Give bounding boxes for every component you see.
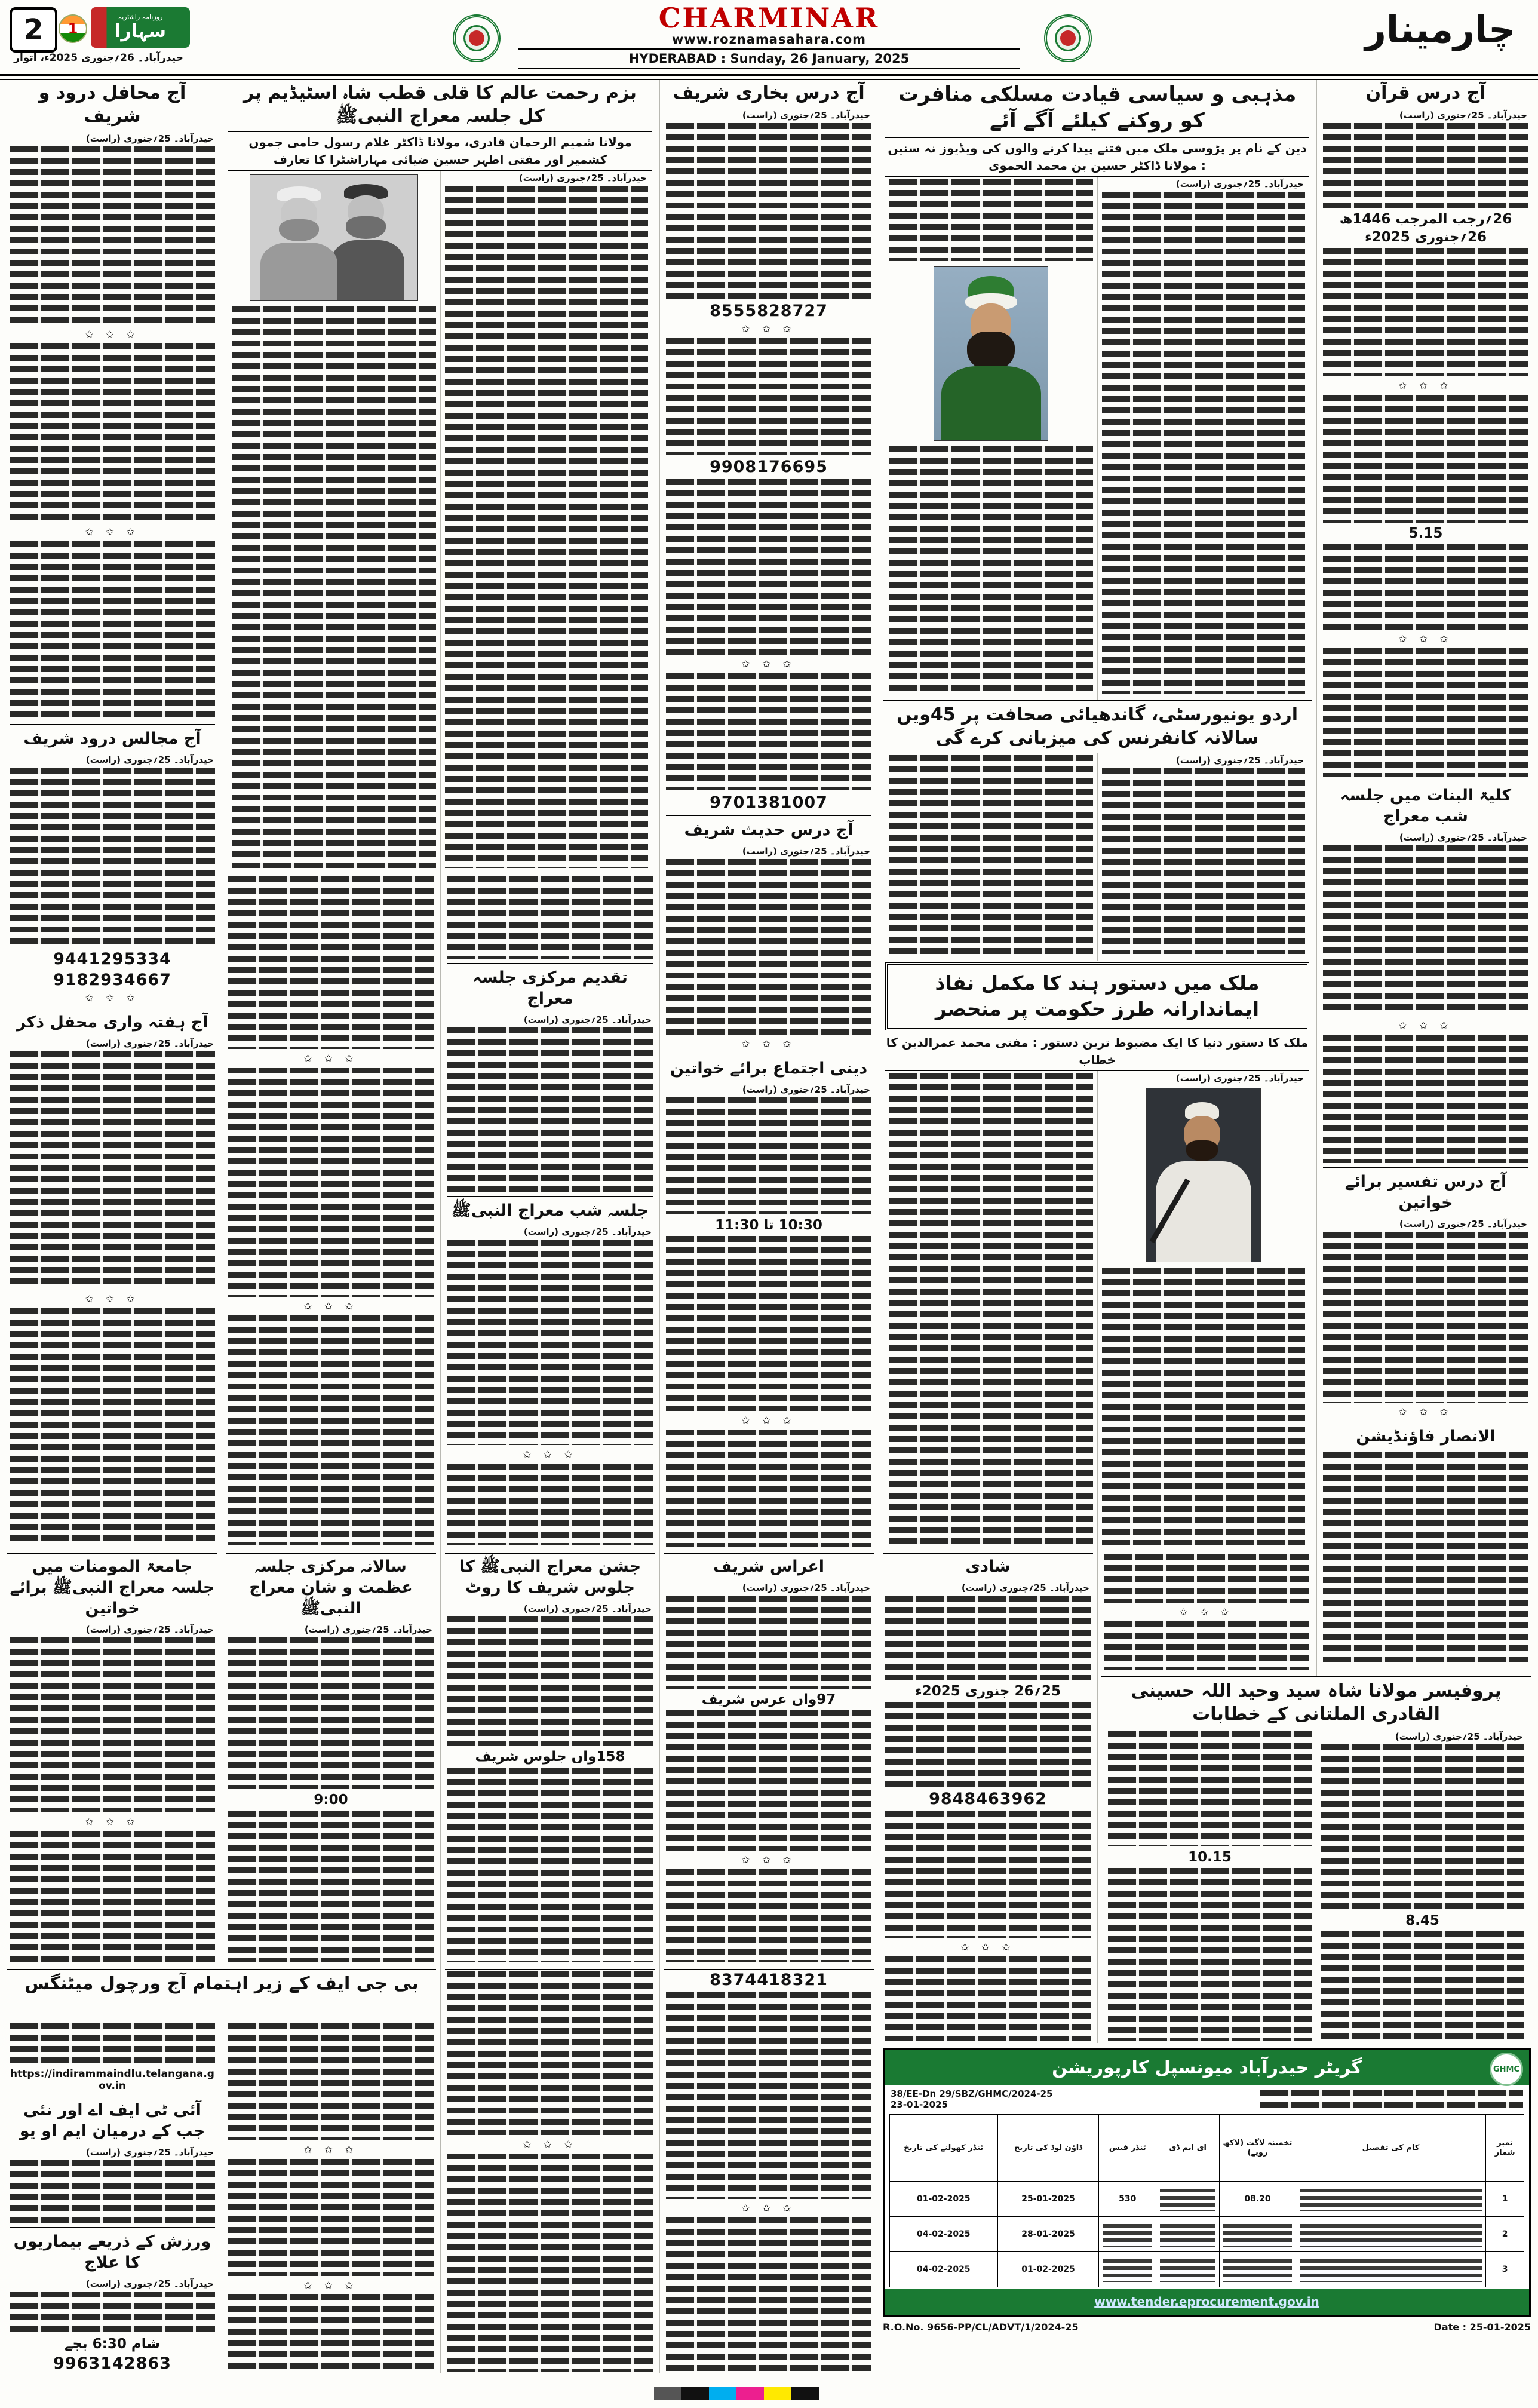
article-body-columns — [885, 753, 1309, 956]
shoulders — [260, 243, 337, 301]
star-divider: ✩ ✩ ✩ — [85, 1816, 140, 1828]
sub-article-headline: آج مجالس درود شریف — [10, 724, 215, 753]
phone-number: 9848463962 — [929, 1789, 1047, 1808]
star-divider: ✩ ✩ ✩ — [303, 1300, 358, 1312]
cell: 08.20 — [1220, 2182, 1296, 2217]
body-text — [10, 146, 215, 325]
star-divider: ✩ ✩ ✩ — [1398, 1406, 1453, 1418]
print-bar — [654, 2387, 681, 2400]
body-text — [666, 1869, 871, 1962]
star-divider: ✩ ✩ ✩ — [1398, 379, 1453, 391]
article-dars-bukhari — [664, 79, 874, 1548]
city-dateline: حیدرآباد۔ 25؍جنوری (راست) — [961, 1582, 1089, 1594]
article-body-columns — [1104, 1729, 1528, 2043]
masthead-center — [518, 4, 1020, 69]
beard — [346, 216, 386, 239]
body-column — [1098, 753, 1310, 956]
body-text — [232, 306, 436, 868]
city-dateline: حیدرآباد۔ 25؍جنوری (راست) — [1175, 1072, 1304, 1084]
body-column — [441, 171, 653, 870]
star-divider: ✩ ✩ ✩ — [523, 2139, 578, 2151]
time-token: 10.15 — [1188, 1849, 1232, 1866]
headline: جشن معراج النبیﷺ کا جلوس شریف کا روٹ — [459, 1557, 641, 1597]
star-divider: ✩ ✩ ✩ — [303, 2279, 358, 2291]
star-divider: ✩ ✩ ✩ — [741, 323, 796, 335]
body-text — [1323, 248, 1528, 376]
print-bar — [791, 2387, 819, 2400]
date-token: 26؍رجب المرجب 1446ھ — [1339, 211, 1512, 228]
ro-line — [883, 2321, 1531, 2333]
body-text — [666, 673, 871, 790]
sub-article-headline: آج درس حدیث شریف — [666, 815, 871, 844]
headline: جامعۃ المومنات میں جلسہ معراج النبیﷺ برائے خواتین — [10, 1557, 215, 1618]
ghmc-info-row — [885, 2085, 1529, 2113]
cell — [1156, 2252, 1220, 2287]
body-text — [1102, 768, 1306, 954]
table-row — [890, 2252, 1524, 2287]
time-token: 8.45 — [1405, 1912, 1439, 1928]
time-token: 10:30 تا 11:30 — [715, 1217, 822, 1233]
phone-number: 8374418321 — [710, 1971, 828, 1989]
sub-article-headline: کلیۃ البنات میں جلسہ شب معراج — [1323, 781, 1528, 830]
col-header: ای ایم ڈی — [1156, 2115, 1220, 2182]
star-divider: ✩ ✩ ✩ — [85, 329, 140, 341]
city-dateline: حیدرآباد۔ 25؍جنوری (راست) — [85, 133, 214, 144]
star-divider: ✩ ✩ ✩ — [1398, 633, 1453, 645]
body-text — [447, 2154, 653, 2372]
table-row — [890, 2217, 1524, 2252]
star-divider: ✩ ✩ ✩ — [85, 992, 140, 1004]
body-column — [1104, 1729, 1316, 2043]
boxed-headline: ملک میں دستور ہند کا مکمل نفاذ ایماندارانہ طرز حکومت پر منحصر — [885, 962, 1309, 1030]
article-lead-sectarian — [883, 79, 1312, 695]
star-divider: ✩ ✩ ✩ — [741, 658, 796, 670]
body-text — [228, 1637, 434, 1789]
body-text — [1321, 1744, 1524, 1910]
body-text — [228, 1315, 434, 1545]
count-token: 158واں جلوس شریف — [475, 1749, 625, 1765]
subheadline: دین کے نام پر پڑوسی ملک میں فتنے پیدا کرنے والوں کی ویڈیوز نہ سنیں : مولانا ڈاکٹر حسین بن محمد الحموی — [885, 137, 1309, 177]
city-dateline: حیدرآباد۔ 25؍جنوری (راست) — [1395, 1731, 1523, 1742]
body-text — [228, 2023, 434, 2140]
col-header: ٹنڈر فیس — [1099, 2115, 1156, 2182]
print-bar — [736, 2387, 764, 2400]
phone-number: 9182934667 — [53, 970, 171, 989]
body-text — [666, 1710, 871, 1850]
ghmc-logo-icon: GHMC — [1490, 2053, 1523, 2086]
cell — [1220, 2252, 1296, 2287]
city-dateline: حیدرآباد۔ 25؍جنوری (راست) — [518, 173, 647, 183]
sub-article-headline: تقدیم مرکزی جلسہ معراج — [447, 963, 653, 1013]
star-divider: ✩ ✩ ✩ — [741, 1415, 796, 1427]
body-text — [889, 755, 1093, 954]
cell: 28-01-2025 — [997, 2217, 1099, 2252]
article-constitution — [883, 961, 1312, 1547]
body-text — [1323, 1232, 1528, 1403]
body-text — [666, 859, 871, 1035]
body-text — [1323, 648, 1528, 777]
body-column — [885, 1071, 1098, 1547]
cell — [1296, 2217, 1486, 2252]
body-column — [1316, 1729, 1528, 2043]
paper-title: CHARMINAR — [658, 2, 880, 34]
body-text — [445, 186, 649, 868]
article-salana-jalsa — [226, 1553, 436, 1964]
city-dateline: حیدرآباد۔ 25؍جنوری (راست) — [85, 1038, 214, 1049]
article-continuation — [226, 2022, 436, 2374]
body-text — [228, 876, 434, 1049]
city-dateline: حیدرآباد۔ 25؍جنوری (راست) — [85, 2278, 214, 2290]
body-text — [1108, 1731, 1312, 1846]
city-dateline: حیدرآباد۔ 25؍جنوری (راست) — [1399, 832, 1527, 843]
body-text — [228, 2159, 434, 2276]
body-text — [10, 768, 215, 946]
body-text — [1323, 544, 1528, 630]
article-mahafil-durood — [7, 79, 217, 1548]
body-text — [447, 1464, 653, 1546]
body-column — [1098, 177, 1310, 695]
time-token: 9:00 — [314, 1792, 348, 1808]
sub-article-headline: آج درس تفسیر برائے خواتین — [1323, 1167, 1528, 1217]
col-header: کام کی تفصیل — [1296, 2115, 1486, 2182]
print-bar — [681, 2387, 709, 2400]
article-jamia-momina — [7, 1553, 217, 1964]
robe — [941, 366, 1041, 441]
body-text — [10, 343, 215, 522]
article-shadi — [883, 1553, 1093, 2043]
sub-article-headline: آئی ٹی ایف اے اور نئی جب کے درمیان ایم او یو — [10, 2096, 215, 2145]
cell: 530 — [1099, 2182, 1156, 2217]
body-text — [1102, 192, 1306, 694]
col-header: ڈاؤن لوڈ کی تاریخ — [997, 2115, 1099, 2182]
phone-number: 9963142863 — [53, 2354, 171, 2373]
headline: آج محافل درود و شریف — [38, 82, 186, 127]
photo-cleric-portrait — [934, 266, 1048, 441]
body-text — [447, 876, 653, 959]
city-dateline: حیدرآباد۔ 25؍جنوری (راست) — [85, 754, 214, 766]
body-text — [10, 541, 215, 720]
article-gbf-meetings-headline — [7, 1969, 436, 2020]
body-text — [1323, 1452, 1528, 1666]
article-body-columns — [885, 177, 1309, 695]
body-text — [10, 1831, 215, 1962]
headline: مذہبی و سیاسی قیادت مسلکی منافرت کو روکنے کیلئے آگے آئے — [898, 82, 1297, 133]
phone-number: 9908176695 — [710, 458, 828, 477]
table-row — [890, 2182, 1524, 2217]
photo-two-clerics — [250, 174, 418, 301]
body-text — [666, 123, 871, 299]
city-dateline: حیدرآباد۔ 25؍جنوری (راست) — [85, 1624, 214, 1636]
print-bars — [654, 2387, 819, 2400]
body-text — [447, 1616, 653, 1746]
body-text — [1108, 1868, 1312, 2041]
sahara-logo-panel — [91, 7, 190, 48]
article-jashn-route — [445, 1553, 655, 1964]
time-token: 5.15 — [1408, 526, 1443, 542]
star-divider: ✩ ✩ ✩ — [85, 526, 140, 538]
sub-article-headline: آج ہفتہ واری محفل ذکر — [10, 1008, 215, 1036]
star-divider: ✩ ✩ ✩ — [523, 1448, 578, 1460]
city-dateline: حیدرآباد۔ 25؍جنوری (راست) — [1399, 1219, 1527, 1230]
body-text — [10, 1637, 215, 1812]
article-urdu-university — [883, 700, 1312, 956]
body-text — [885, 1811, 1091, 1938]
star-divider: ✩ ✩ ✩ — [960, 1941, 1015, 1953]
beard — [967, 332, 1015, 372]
city-dateline: حیدرآباد۔ 25؍جنوری (راست) — [1175, 755, 1304, 766]
body-text — [885, 1956, 1091, 2041]
article-body-columns — [228, 171, 652, 870]
sub-article-headline: ورزش کے ذریعے بیماریوں کا علاج — [10, 2227, 215, 2277]
body-text — [666, 1097, 871, 1214]
body-text — [1104, 1621, 1309, 1670]
print-bar — [709, 2387, 736, 2400]
star-divider: ✩ ✩ ✩ — [303, 1052, 358, 1064]
body-text — [10, 1051, 215, 1290]
cell: 04-02-2025 — [890, 2217, 998, 2252]
body-text — [666, 338, 871, 455]
body-text — [10, 2160, 215, 2223]
body-text — [228, 2294, 434, 2373]
ornament-icon — [453, 14, 501, 62]
city-dateline: حیدرآباد۔ 25؍جنوری (راست) — [85, 2147, 214, 2158]
tender-table — [889, 2114, 1524, 2287]
headline: اردو یونیورسٹی، گاندھیائی صحافت پر 45ویں سالانہ کانفرنس کی میزبانی کرے گی — [896, 704, 1298, 749]
time-token: شام 6:30 بجے — [64, 2336, 161, 2352]
star-divider: ✩ ✩ ✩ — [85, 1293, 140, 1305]
article-continuation — [445, 1969, 655, 2374]
cell: 25-01-2025 — [997, 2182, 1099, 2217]
subheadline: ملک کا دستور دنیا کا ایک مضبوط ترین دستور : مفتی محمد عمرالدین کا خطاب — [885, 1032, 1309, 1071]
star-divider: ✩ ✩ ✩ — [303, 2143, 358, 2155]
ghmc-ref-no: 38/EE-Dn 29/SBZ/GHMC/2024-25 — [891, 2088, 1053, 2099]
cell: 04-02-2025 — [890, 2252, 998, 2287]
body-text — [1104, 1554, 1309, 1603]
body-column — [885, 753, 1098, 956]
ghmc-ref — [891, 2088, 1053, 2110]
count-token: 97واں عرس شریف — [701, 1692, 836, 1708]
body-text — [10, 2023, 215, 2065]
city-dateline: حیدرآباد۔ 25؍جنوری (راست) — [742, 846, 870, 857]
headline: بزم رحمت عالم کا قلی قطب شاہ اسٹیڈیم پر کل جلسہ معراج النبیﷺ — [244, 82, 637, 127]
cell: 2 — [1486, 2217, 1524, 2252]
body-text — [1323, 123, 1528, 208]
star-divider: ✩ ✩ ✩ — [741, 1854, 796, 1866]
body-text — [666, 1992, 871, 2199]
body-text — [666, 1236, 871, 1412]
paper-website[interactable]: www.roznamasahara.com — [671, 32, 867, 47]
cell — [1156, 2182, 1220, 2217]
cell — [1156, 2217, 1220, 2252]
shoulders — [331, 240, 404, 301]
headline: پروفیسر مولانا شاہ سید وحید اللہ حسینی القادری الملتانی کے خطابات — [1131, 1680, 1502, 1725]
headline: اعراس شریف — [713, 1557, 825, 1576]
edition-line: حیدرآباد۔ 26؍جنوری 2025ء، اتوار — [14, 52, 183, 64]
masthead-calligraphy: چارمینار — [1365, 7, 1515, 51]
sub-article-headline: الانصار فاؤنڈیشن — [1323, 1422, 1528, 1450]
article-continuation — [1101, 1552, 1312, 1671]
body-text — [666, 1430, 871, 1547]
ornament-icon — [1044, 14, 1092, 62]
printed-url[interactable]: https://indirammaindlu.telangana.gov.in — [10, 2067, 214, 2092]
body-text — [1323, 845, 1528, 1016]
body-text — [666, 479, 871, 655]
headline: آج درس قرآن — [1365, 82, 1486, 103]
city-dateline: حیدرآباد۔ 25؍جنوری (راست) — [1175, 179, 1304, 190]
body-text — [666, 2217, 871, 2372]
article-professor-khutbat — [1101, 1676, 1531, 2043]
body-text — [1323, 395, 1528, 523]
city-dateline: حیدرآباد۔ 25؍جنوری (راست) — [523, 1226, 652, 1237]
ghmc-title: گریٹر حیدرآباد میونسپل کارپوریشن — [1052, 2057, 1362, 2078]
star-divider: ✩ ✩ ✩ — [741, 2202, 796, 2214]
ro-number: R.O.No. 9656-PP/CL/ADVT/1/2024-25 — [883, 2321, 1079, 2333]
body-text — [885, 1702, 1091, 1787]
headline: شادی — [965, 1557, 1011, 1576]
body-text — [10, 1308, 215, 1547]
article-aaras-sharif — [664, 1553, 874, 1964]
sub-article-headline: دینی اجتماع برائے خواتین — [666, 1054, 871, 1082]
body-text — [447, 1240, 653, 1445]
city-dateline: حیدرآباد۔ 25؍جنوری (راست) — [304, 1624, 432, 1636]
phone-number: 9701381007 — [710, 793, 828, 812]
body-text — [447, 1971, 653, 2135]
cell: 3 — [1486, 2252, 1524, 2287]
logo-small-text: روزنامہ راشٹریہ — [118, 13, 163, 22]
body-text — [228, 1068, 434, 1297]
body-column — [885, 177, 1098, 695]
body-text — [1321, 1931, 1524, 2041]
city-dateline: حیدرآباد۔ 25؍جنوری (راست) — [742, 110, 870, 121]
cell — [1099, 2252, 1156, 2287]
cell: 01-02-2025 — [997, 2252, 1099, 2287]
date-token: 26؍جنوری 2025ء — [1365, 229, 1487, 246]
city-dateline: حیدرآباد۔ 25؍جنوری (راست) — [742, 1582, 870, 1594]
col-header: ٹنڈر کھولنے کی تاریخ — [890, 2115, 998, 2182]
ro-date: Date : 25-01-2025 — [1433, 2321, 1531, 2333]
article-continuation-col4 — [664, 1969, 874, 2374]
ghmc-footer-band — [885, 2289, 1529, 2315]
sub-article-headline: جلسہ شب معراج النبیﷺ — [447, 1196, 653, 1225]
subheadline: مولانا شمیم الرحمان قادری، مولانا ڈاکٹر غلام رسول حامی جموں کشمیر اور مفتی اطہر حسین ضیائی مہاراشٹرا کا تعارف — [228, 131, 652, 171]
star-divider: ✩ ✩ ✩ — [741, 1038, 796, 1050]
star-divider: ✩ ✩ ✩ — [1398, 1020, 1453, 1032]
cell: 1 — [1486, 2182, 1524, 2217]
cell — [1296, 2182, 1486, 2217]
article-bazm-rahmat — [226, 79, 655, 870]
headline: بی جی ایف کے زیر اہتمام آج ورچول میٹنگس — [24, 1973, 419, 1994]
headline: سالانہ مرکزی جلسہ عظمت و شان معراج النبیﷺ — [249, 1557, 413, 1618]
headline: آج درس بخاری شریف — [673, 82, 865, 103]
body-text — [889, 179, 1093, 261]
page-number: 2 — [10, 7, 57, 53]
beard — [1186, 1140, 1218, 1161]
body-text — [447, 1027, 653, 1192]
print-bar — [764, 2387, 791, 2400]
body-text — [885, 1596, 1091, 1680]
body-text — [228, 1811, 434, 1962]
city-dateline: حیدرآباد۔ 25؍جنوری (راست) — [1399, 110, 1527, 121]
phone-number: 9441295334 — [53, 949, 171, 968]
tender-url[interactable]: www.tender.eprocurement.gov.in — [1094, 2294, 1319, 2309]
photo-speaker — [1146, 1088, 1261, 1262]
tricolor-badge-icon: 1 — [59, 14, 87, 43]
paper-dateline: HYDERABAD : Sunday, 26 January, 2025 — [518, 48, 1020, 69]
cell: 01-02-2025 — [890, 2182, 998, 2217]
date-token: 25؍26 جنوری 2025ء — [914, 1683, 1061, 1699]
cell — [1296, 2252, 1486, 2287]
city-dateline: حیدرآباد۔ 25؍جنوری (راست) — [523, 1014, 652, 1025]
body-text — [10, 2292, 215, 2333]
ghmc-tender-ad — [883, 2048, 1531, 2317]
body-text — [1323, 1035, 1528, 1163]
body-text — [1102, 1268, 1306, 1545]
article-gbf-body — [7, 2022, 217, 2374]
star-divider: ✩ ✩ ✩ — [1179, 1606, 1234, 1618]
article-continuation — [226, 875, 436, 1547]
cell — [1220, 2217, 1296, 2252]
city-dateline: حیدرآباد۔ 25؍جنوری (راست) — [523, 1603, 652, 1615]
ghmc-date: 23-01-2025 — [891, 2099, 948, 2110]
body-text — [889, 1073, 1093, 1545]
logo-main-text: سہارا — [115, 20, 166, 42]
beard — [279, 219, 319, 242]
table-header-row — [890, 2115, 1524, 2182]
article-body-columns — [885, 1071, 1309, 1547]
col-header: تخمینہ لاگت (لاکھ روپے) — [1220, 2115, 1296, 2182]
body-text — [447, 1768, 653, 1962]
ghmc-header-band — [885, 2050, 1529, 2085]
column-rule — [659, 79, 660, 2373]
city-dateline: حیدرآباد۔ 25؍جنوری (راست) — [742, 1084, 870, 1095]
body-text — [889, 446, 1093, 694]
phone-number: 8555828727 — [710, 301, 828, 320]
body-text — [666, 1596, 871, 1689]
col-header: نمبر شمار — [1486, 2115, 1524, 2182]
article-dars-quran — [1321, 79, 1531, 1668]
sahara-logo — [59, 7, 190, 48]
body-column — [228, 171, 441, 870]
cell — [1099, 2217, 1156, 2252]
article-taqdeem-shab — [445, 875, 655, 1547]
ghmc-notice-text — [1260, 2090, 1523, 2108]
body-column — [1098, 1071, 1310, 1547]
header-rule — [0, 74, 1538, 80]
